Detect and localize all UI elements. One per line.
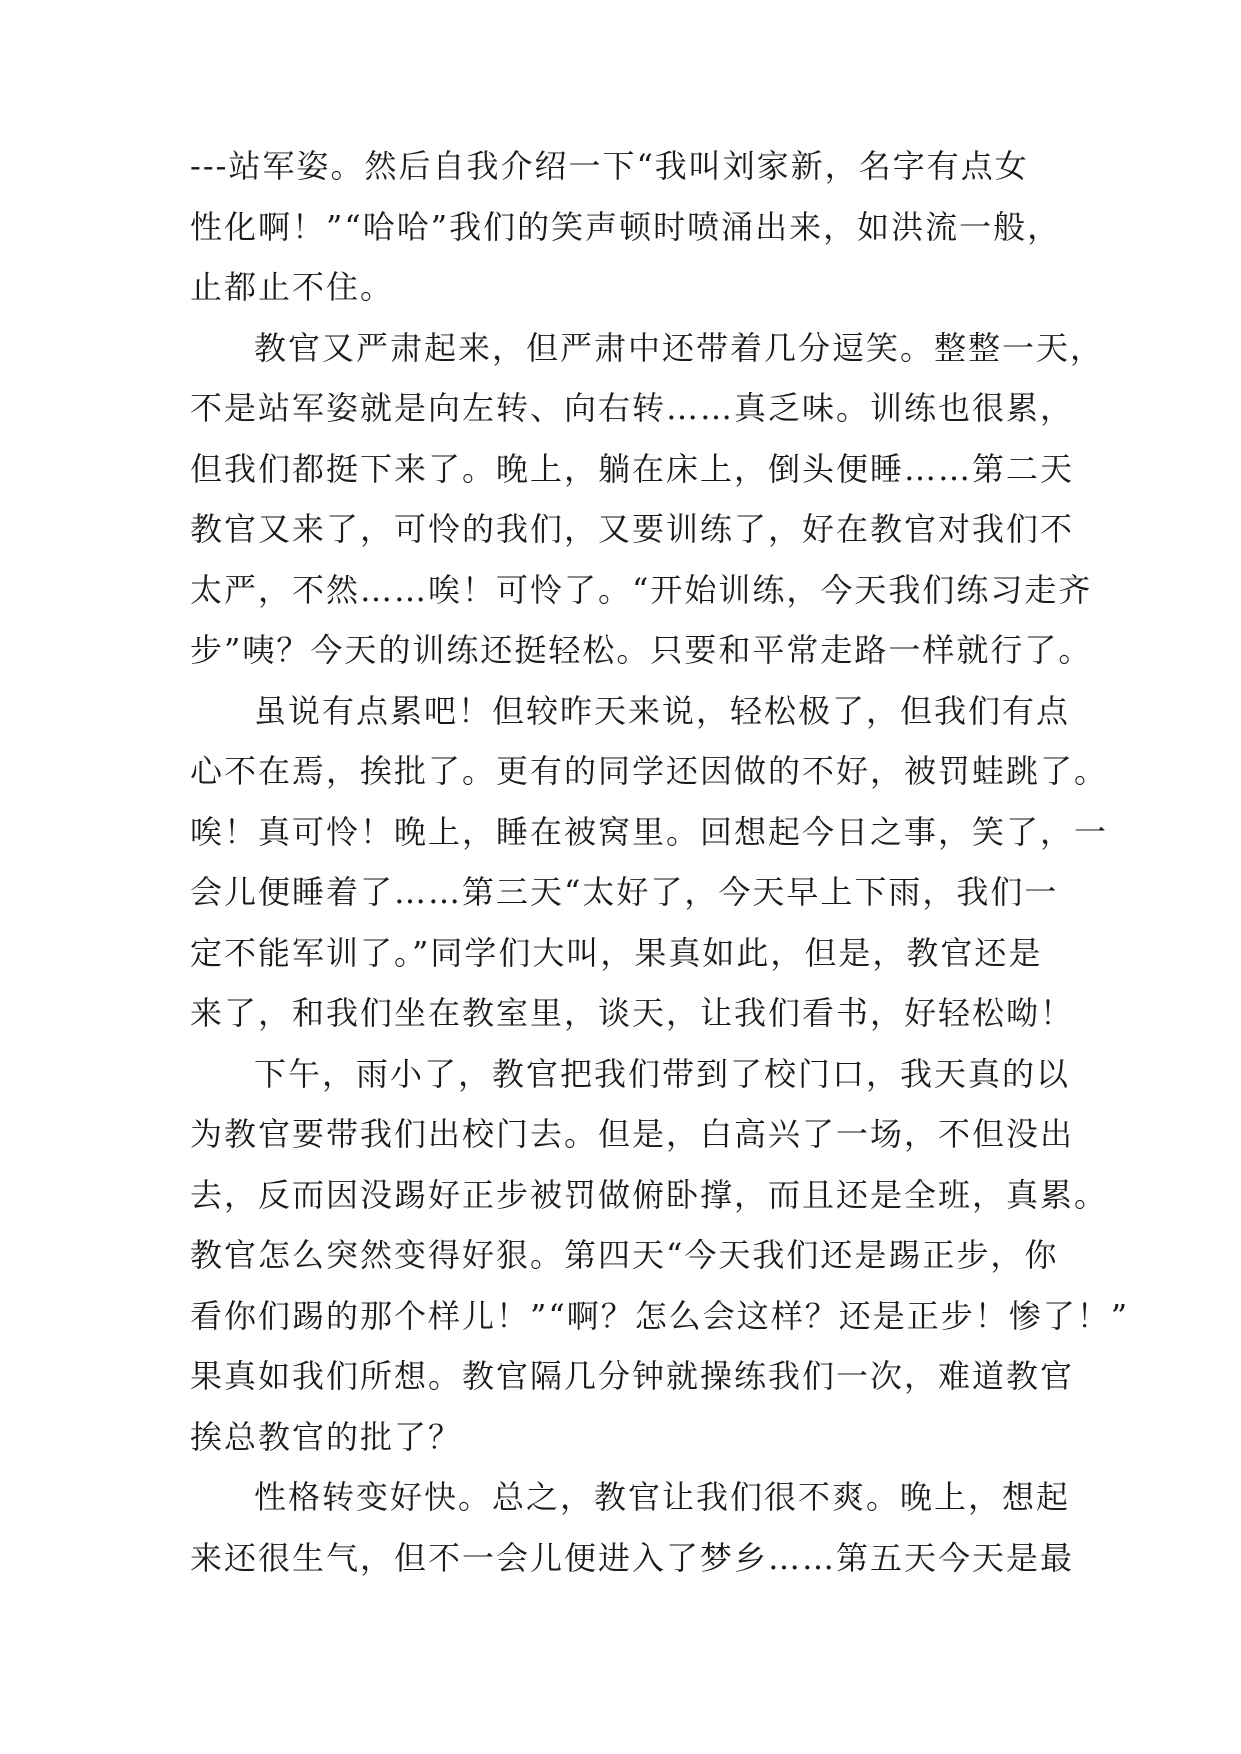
body-text (190, 136, 1130, 1588)
text-line: 但我们都挺下来了。晚上，躺在床上，倒头便睡……第二天 (190, 449, 1075, 488)
text-line: 止都止不住。 (190, 268, 395, 306)
text-line: 教官怎么突然变得好狠。第四天“今天我们还是踢正步，你 (190, 1236, 1059, 1274)
text-line: 太严，不然……唉！可怜了。“开始训练，今天我们练习走齐 (190, 570, 1093, 609)
paragraph-4 (190, 1044, 1130, 1468)
text-line: 去，反而因没踢好正步被罚做俯卧撑，而且还是全班，真累。 (190, 1175, 1109, 1214)
text-line: 性化啊！”“哈哈”我们的笑声顿时喷涌出来，如洪流一般， (190, 207, 1062, 246)
paragraph-3 (190, 681, 1109, 1044)
text-line: ---站军姿。然后自我介绍一下“我叫刘家新，名字有点女 (190, 147, 1029, 185)
text-line: 果真如我们所想。教官隔几分钟就操练我们一次，难道教官 (190, 1357, 1075, 1395)
paragraph-5 (190, 1467, 1075, 1588)
paragraph-2 (190, 318, 1105, 681)
text-line: 教官又严肃起来，但严肃中还带着几分逗笑。整整一天， (254, 328, 1105, 367)
text-line: 教官又来了，可怜的我们，又要训练了，好在教官对我们不 (190, 510, 1075, 548)
text-line: 虽说有点累吧！但较昨天来说，轻松极了，但我们有点 (254, 691, 1071, 730)
text-line: 定不能军训了。”同学们大叫，果真如此，但是，教官还是 (190, 933, 1043, 972)
text-line: 为教官要带我们出校门去。但是，白高兴了一场，不但没出 (190, 1115, 1075, 1153)
text-line: 步”咦？今天的训练还挺轻松。只要和平常走路一样就行了。 (190, 631, 1093, 669)
text-line: 唉！真可怜！晚上，睡在被窝里。回想起今日之事，笑了，一 (190, 812, 1109, 851)
text-line: 性格转变好快。总之，教官让我们很不爽。晚上，想起 (254, 1478, 1071, 1516)
text-line: 挨总教官的批了？ (190, 1417, 463, 1456)
text-line: 会儿便睡着了……第三天“太好了，今天早上下雨，我们一 (190, 873, 1059, 911)
text-line: 心不在焉，挨批了。更有的同学还因做的不好，被罚蛙跳了。 (190, 752, 1109, 790)
text-line: 不是站军姿就是向左转、向右转……真乏味。训练也很累， (190, 389, 1075, 427)
paragraph-1 (190, 136, 1070, 318)
text-line: 来还很生气，但不一会儿便进入了梦乡……第五天今天是最 (190, 1538, 1075, 1577)
text-line: 下午，雨小了，教官把我们带到了校门口，我天真的以 (254, 1054, 1071, 1093)
text-line: 来了，和我们坐在教室里，谈天，让我们看书，好轻松呦！ (190, 994, 1075, 1032)
text-line: 看你们踢的那个样儿！”“啊？怎么会这样？还是正步！惨了！” (190, 1296, 1130, 1335)
